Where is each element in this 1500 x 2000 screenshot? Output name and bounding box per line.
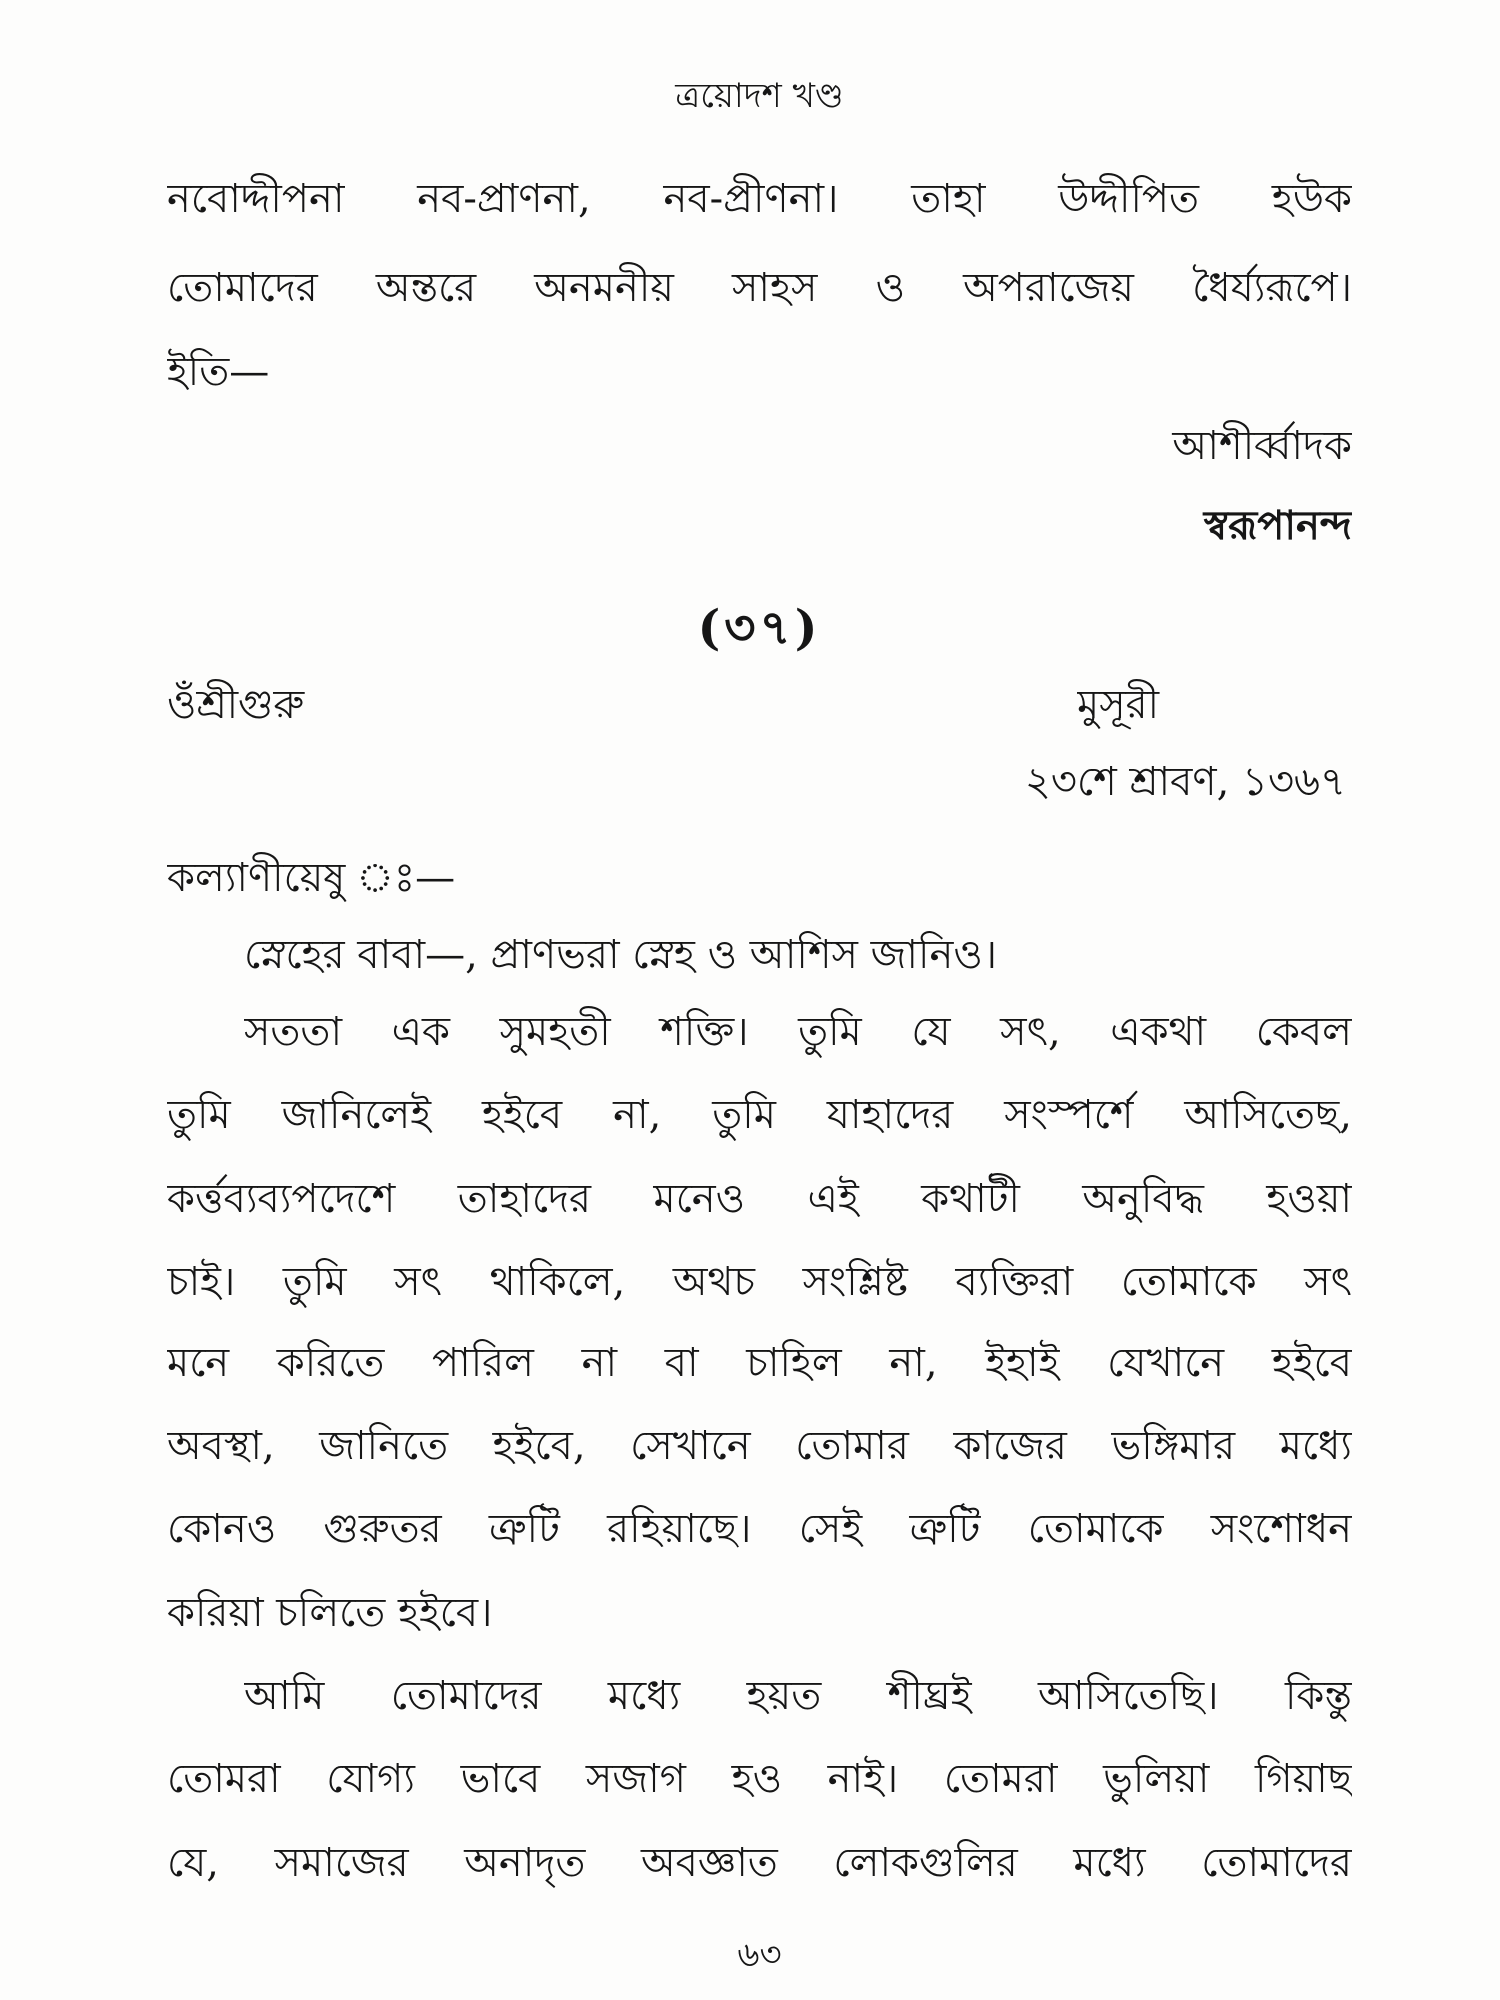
letter-place: মুসূরী <box>1077 682 1160 728</box>
text-line: তোমাদের অন্তরে অনমনীয় সাহস ও অপরাজেয় ধৈর্য্যরূপে। <box>167 265 1352 311</box>
letter-number: (৩৭) <box>697 600 822 656</box>
text-line: তোমরা যোগ্য ভাবে সজাগ হও নাই। তোমরা ভুলিয়া গিয়াছ <box>167 1756 1352 1802</box>
signature: স্বরূপানন্দ <box>1203 502 1352 549</box>
text-line: ইতি— <box>167 349 270 395</box>
text-line: অবস্থা, জানিতে হইবে, সেখানে তোমার কাজের ভঙ্গিমার মধ্যে <box>167 1423 1352 1469</box>
salutation: কল্যাণীয়েষু ঃ— <box>167 855 456 901</box>
letter-date: ২৩শে শ্রাবণ, ১৩৬৭ <box>1024 759 1346 805</box>
text-line: করিয়া চলিতে হইবে। <box>167 1590 493 1636</box>
closing: আশীর্ব্বাদক <box>1172 423 1352 469</box>
text-line: যে, সমাজের অনাদৃত অবজ্ঞাত লোকগুলির মধ্যে তোমাদের <box>167 1840 1352 1886</box>
text-line: কর্ত্তব্যব্যপদেশে তাহাদের মনেও এই কথাটী অনুবিদ্ধ হওয়া <box>167 1176 1352 1222</box>
text-line: চাই। তুমি সৎ থাকিলে, অথচ সংশ্লিষ্ট ব্যক্তিরা তোমাকে সৎ <box>167 1259 1352 1305</box>
page-number: ৬৩ <box>737 1935 782 1975</box>
text-line: আমি তোমাদের মধ্যে হয়ত শীঘ্রই আসিতেছি। কিন্তু <box>244 1673 1352 1719</box>
text-line: তুমি জানিলেই হইবে না, তুমি যাহাদের সংস্পর্শে আসিতেছ, <box>167 1092 1352 1138</box>
text-line: সততা এক সুমহতী শক্তি। তুমি যে সৎ, একথা কেবল <box>244 1009 1352 1055</box>
invocation: ওঁশ্রীগুরু <box>167 682 305 728</box>
text-line: মনে করিতে পারিল না বা চাহিল না, ইহাই যেখানে হইবে <box>167 1340 1352 1386</box>
text-line: নবোদ্দীপনা নব-প্রাণনা, নব-প্রীণনা। তাহা উদ্দীপিত হউক <box>167 176 1352 222</box>
greeting: স্নেহের বাবা—, প্রাণভরা স্নেহ ও আশিস জানিও। <box>244 932 998 978</box>
running-head: ত্রয়োদশ খণ্ড <box>675 76 844 116</box>
text-line: কোনও গুরুতর ত্রুটি রহিয়াছে। সেই ত্রুটি তোমাকে সংশোধন <box>167 1506 1352 1552</box>
